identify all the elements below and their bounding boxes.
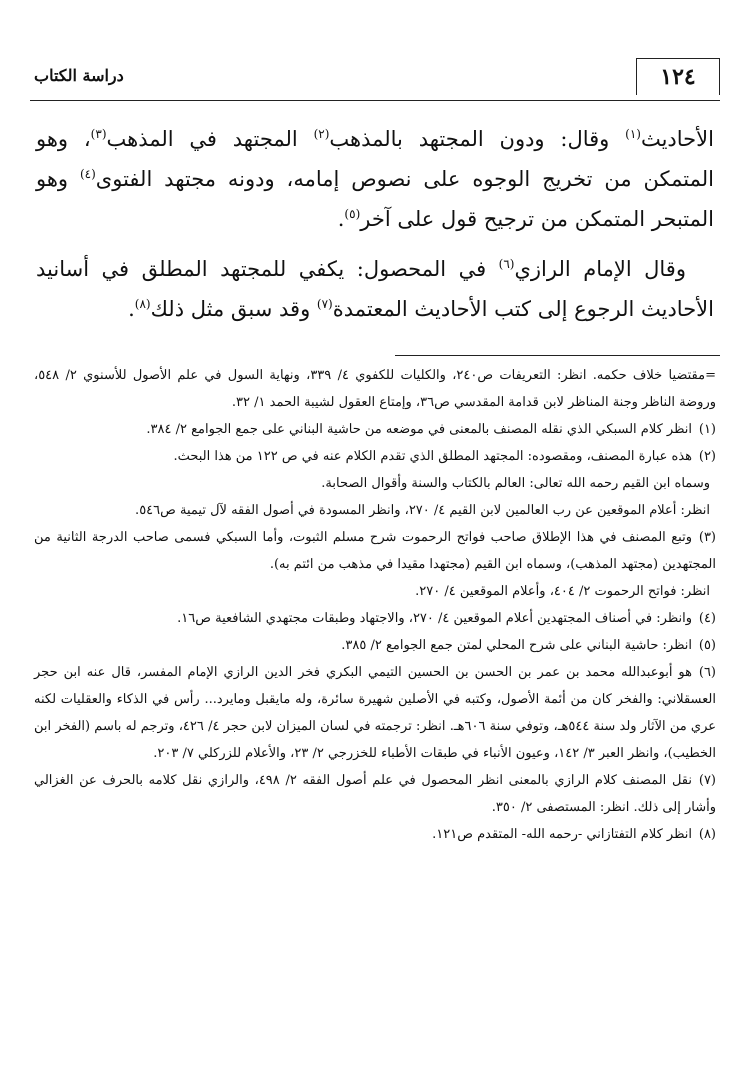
footnote-text: نقل المصنف كلام الرازي بالمعنى انظر المحصول في علم أصول الفقه ٢/ ٤٩٨، والرازي نقل كلامه بالحرف عن الغزالي وأشار إلى ذلك. انظر: المستصفى ٢/ ٣٥٠. bbox=[34, 773, 716, 815]
footnote bbox=[34, 362, 716, 416]
footnote bbox=[34, 632, 716, 659]
text-run: وقد سبق مثل ذلك bbox=[150, 297, 317, 321]
footnote-text: انظر: أعلام الموقعين عن رب العالمين لابن القيم ٤/ ٢٧٠، وانظر المسودة في أصول الفقه لآل تيمية ص٥٤٦. bbox=[135, 503, 710, 518]
footnote-continuation bbox=[34, 497, 716, 524]
text-run: ، وهو المتمكن من تخريج الوجوه على نصوص إمامه، ودونه مجتهد الفتوى bbox=[36, 127, 714, 191]
footnote-number: (٢) bbox=[698, 449, 716, 464]
text-run: وهو المتبحر المتمكن من ترجيح قول على آخر bbox=[36, 167, 714, 231]
text-run: . bbox=[337, 207, 345, 231]
footnotes bbox=[30, 362, 720, 848]
footnote-text: انظر: حاشية البناني على شرح المحلي لمتن جمع الجوامع ٢/ ٣٨٥. bbox=[341, 638, 692, 653]
footnote-number: (٣) bbox=[698, 530, 716, 545]
text-run: وقال الإمام الرازي bbox=[514, 257, 686, 281]
footnote bbox=[34, 605, 716, 632]
footnote-marker: (٨) bbox=[134, 297, 151, 311]
footnote-text: انظر: فواتح الرحموت ٢/ ٤٠٤، وأعلام الموقعين ٤/ ٢٧٠. bbox=[415, 584, 710, 599]
footnote-text: وتبع المصنف في هذا الإطلاق صاحب فواتح الرحموت شرح مسلم الثبوت، وأما السبكي فسمى صاحب الدرجة الثانية من المجتهدين (مجتهد المذهب)، وسماه ابن القيم (مجتهدا مقيدا في مذهب من ائتم به). bbox=[34, 530, 716, 572]
footnote bbox=[34, 443, 716, 470]
footnote-number: (٤) bbox=[698, 611, 716, 626]
footnote-marker: (٣) bbox=[90, 127, 107, 141]
footnote-marker: (١) bbox=[625, 127, 641, 141]
body-paragraph bbox=[36, 249, 714, 329]
text-run: الأحاديث bbox=[640, 127, 714, 151]
footnote-marker: (٤) bbox=[79, 167, 96, 181]
footnote bbox=[34, 821, 716, 848]
footnote-number: (٥) bbox=[698, 638, 716, 653]
text-run: وقال: ودون المجتهد بالمذهب bbox=[329, 127, 626, 151]
book-page bbox=[30, 58, 720, 848]
footnote-text: هو أبوعبدالله محمد بن عمر بن الحسن بن الحسين التيمي البكري فخر الدين الرازي الإمام المفسر، قال عنه ابن حجر العسقلاني: والفخر كان من أئمة الأصول، وكتبه في الأصلين شهيرة سائرة، وله مايقبل ومايرد... رأس في الذكاء والعقليات لكنه عري من الآثار ولد سنة ٥٤٤هـ، وتوفي سنة ٦٠٦هـ. انظر: ترجمته في لسان الميزان لابن حجر ٤/ ٤٢٦، وترجم له باسم (الفخر ابن الخطيب)، وانظر العبر ٣/ ١٤٢، وعيون الأنباء في طبقات الأطباء للخزرجي ٢/ ٢٣، والأعلام للزركلي ٧/ ٢٠٣. bbox=[34, 665, 716, 761]
footnote-number: (١) bbox=[698, 422, 716, 437]
footnote-marker: (٧) bbox=[316, 297, 333, 311]
main-text bbox=[30, 119, 720, 329]
footnote-separator bbox=[395, 355, 720, 356]
text-run: المجتهد في المذهب bbox=[106, 127, 314, 151]
footnote-marker: (٥) bbox=[344, 207, 361, 221]
footnote-text: انظر كلام السبكي الذي نقله المصنف بالمعنى في موضعه من حاشية البناني على جمع الجوامع ٢/ ٣٨٤. bbox=[146, 422, 692, 437]
body-paragraph bbox=[36, 119, 714, 239]
footnote-number: (٧) bbox=[698, 773, 716, 788]
footnote-text: وانظر: في أصناف المجتهدين أعلام الموقعين ٤/ ٢٧٠، والاجتهاد وطبقات مجتهدي الشافعية ص١٦. bbox=[177, 611, 692, 626]
footnote-marker: (٢) bbox=[313, 127, 330, 141]
footnote-marker: (٦) bbox=[498, 257, 515, 271]
page-number: ١٢٤ bbox=[636, 58, 720, 95]
footnote-text: =مقتضيا خلاف حكمه. انظر: التعريفات ص٢٤٠، والكليات للكفوي ٤/ ٣٣٩، ونهاية السول في علم الأصول للأسنوي ٢/ ٥٤٨، وروضة الناظر وجنة المناظر لابن قدامة المقدسي ص٣٦، وإمتاع العقول لشيبة الحمد ١/ ٣٢. bbox=[34, 368, 716, 410]
running-title: دراسة الكتاب bbox=[34, 66, 124, 85]
footnote bbox=[34, 659, 716, 767]
footnote-text: انظر كلام التفتازاني -رحمه الله- المتقدم ص١٢١. bbox=[432, 827, 692, 842]
text-run: في المحصول: يكفي للمجتهد المطلق في أسانيد الأحاديث الرجوع إلى كتب الأحاديث المعتمدة bbox=[36, 257, 714, 321]
footnote bbox=[34, 416, 716, 443]
text-run: . bbox=[128, 297, 135, 321]
footnote-text: وسماه ابن القيم رحمه الله تعالى: العالم بالكتاب والسنة وأقوال الصحابة. bbox=[321, 476, 710, 491]
page-header bbox=[30, 58, 720, 101]
footnote bbox=[34, 524, 716, 578]
footnote bbox=[34, 767, 716, 821]
footnote-number: (٨) bbox=[698, 827, 716, 842]
footnote-continuation bbox=[34, 470, 716, 497]
footnote-text: هذه عبارة المصنف، ومقصوده: المجتهد المطلق الذي تقدم الكلام عنه في ص ١٢٢ من هذا البحث. bbox=[173, 449, 692, 464]
footnote-number: (٦) bbox=[698, 665, 716, 680]
footnote-continuation bbox=[34, 578, 716, 605]
